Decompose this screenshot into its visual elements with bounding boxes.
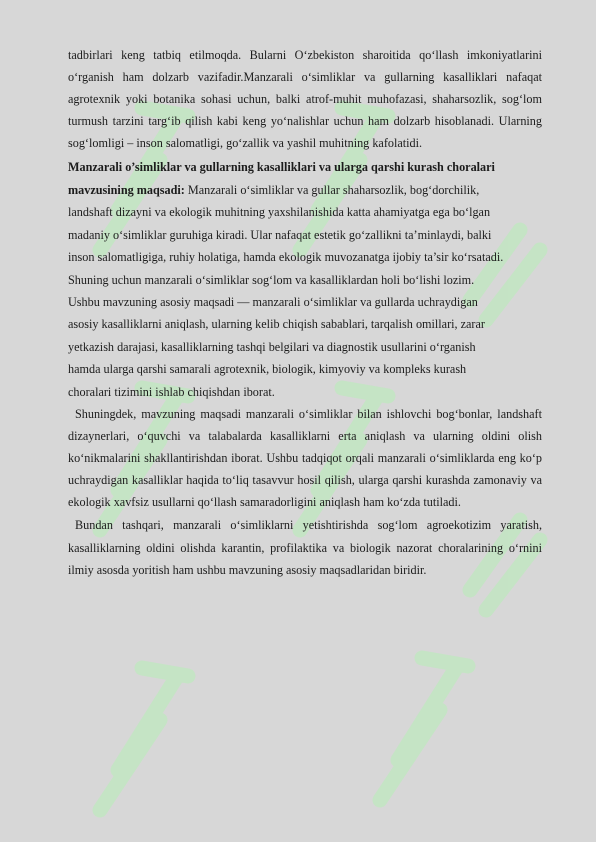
watermark-mark: [100, 668, 188, 810]
paragraph-intro: tadbirlari keng tatbiq etilmoqda. Bularni O‘zbekiston sharoitida qo‘llash imkoniyatlarini o‘rganish ham dolzarb vazifadir.Manzarali o‘simliklar va gullarning kasalliklari nafaqat agrotexnik yoki botanika sohasi uchun, balki atrof-muhit muhofazasi, shaharsozlik, sog‘lom turmush tarzini targ‘ib qilish kabi keng yo‘nalishlar uchun ham dolzarb hisoblanadi. Ularning sog‘lomligi – inson salomatligi, go‘zallik va yashil muhitning kafolatidi.: [68, 48, 542, 151]
document-body: [68, 44, 542, 581]
paragraph-furthermore: Bundan tashqari, manzarali o‘simliklarni yetishtirishda sog‘lom agroekotizim yaratish, kasalliklarning oldini olishda karantin, profilaktika va biologik nazorat choralarining o‘rnini ilmiy asosda yoritish ham ushbu mavzuning asosiy maqsadlaridan biridir.: [68, 518, 542, 577]
section-heading: Manzarali o’simliklar va gullarning kasalliklari va ularga qarshi kurash choralari mavzusining maqsadi:: [68, 160, 495, 197]
watermark-mark: [380, 658, 468, 800]
paragraph-goal: [68, 156, 508, 402]
section-body: Manzarali o‘simliklar va gullar shaharsozlik, bog‘dorchilik, landshaft dizayni va ekologik muhitning yaxshilanishida katta ahamiyatga ega bo‘lgan madaniy o‘simliklar guruhiga kiradi. Ular nafaqat estetik go‘zallikni ta’minlaydi, balki inson salomatligiga, ruhiy holatiga, hamda ekologik muvozanatga ijobiy ta’sir ko‘rsatadi. Shuning uchun manzarali o‘simliklar sog‘lom va kasalliklardan holi bo‘lishi lozim. Ushbu mavzuning asosiy maqsadi — manzarali o‘simliklar va gullarda uchraydigan asosiy kasalliklarni aniqlash, ularning kelib chiqish sabablari, tarqalish omillari, zarar yetkazish darajasi, kasalliklarning tashqi belgilari va diagnostik usullarini o‘rganish hamda ularga qarshi samarali agrotexnik, biologik, kimyoviy va kompleks kurash choralari tizimini ishlab chiqishdan iborat.: [68, 182, 504, 399]
paragraph-additionally: Shuningdek, mavzuning maqsadi manzarali o‘simliklar bilan ishlovchi bog‘bonlar, landshaft dizaynerlari, o‘quvchi va talabalarda kasalliklarni erta aniqlash va ularning oldini olish ko‘nikmalarini shakllantirishdan iborat. Ushbu tadqiqot orqali manzarali o‘simliklarda eng ko‘p uchraydigan kasalliklar haqida to‘liq tasavvur hosil qilish, ularga qarshi kurashda zamonaviy va ekologik xavfsiz usullarni qo‘llash samaradorligini aniqlash ham ko‘zda tutiladi.: [68, 406, 542, 510]
